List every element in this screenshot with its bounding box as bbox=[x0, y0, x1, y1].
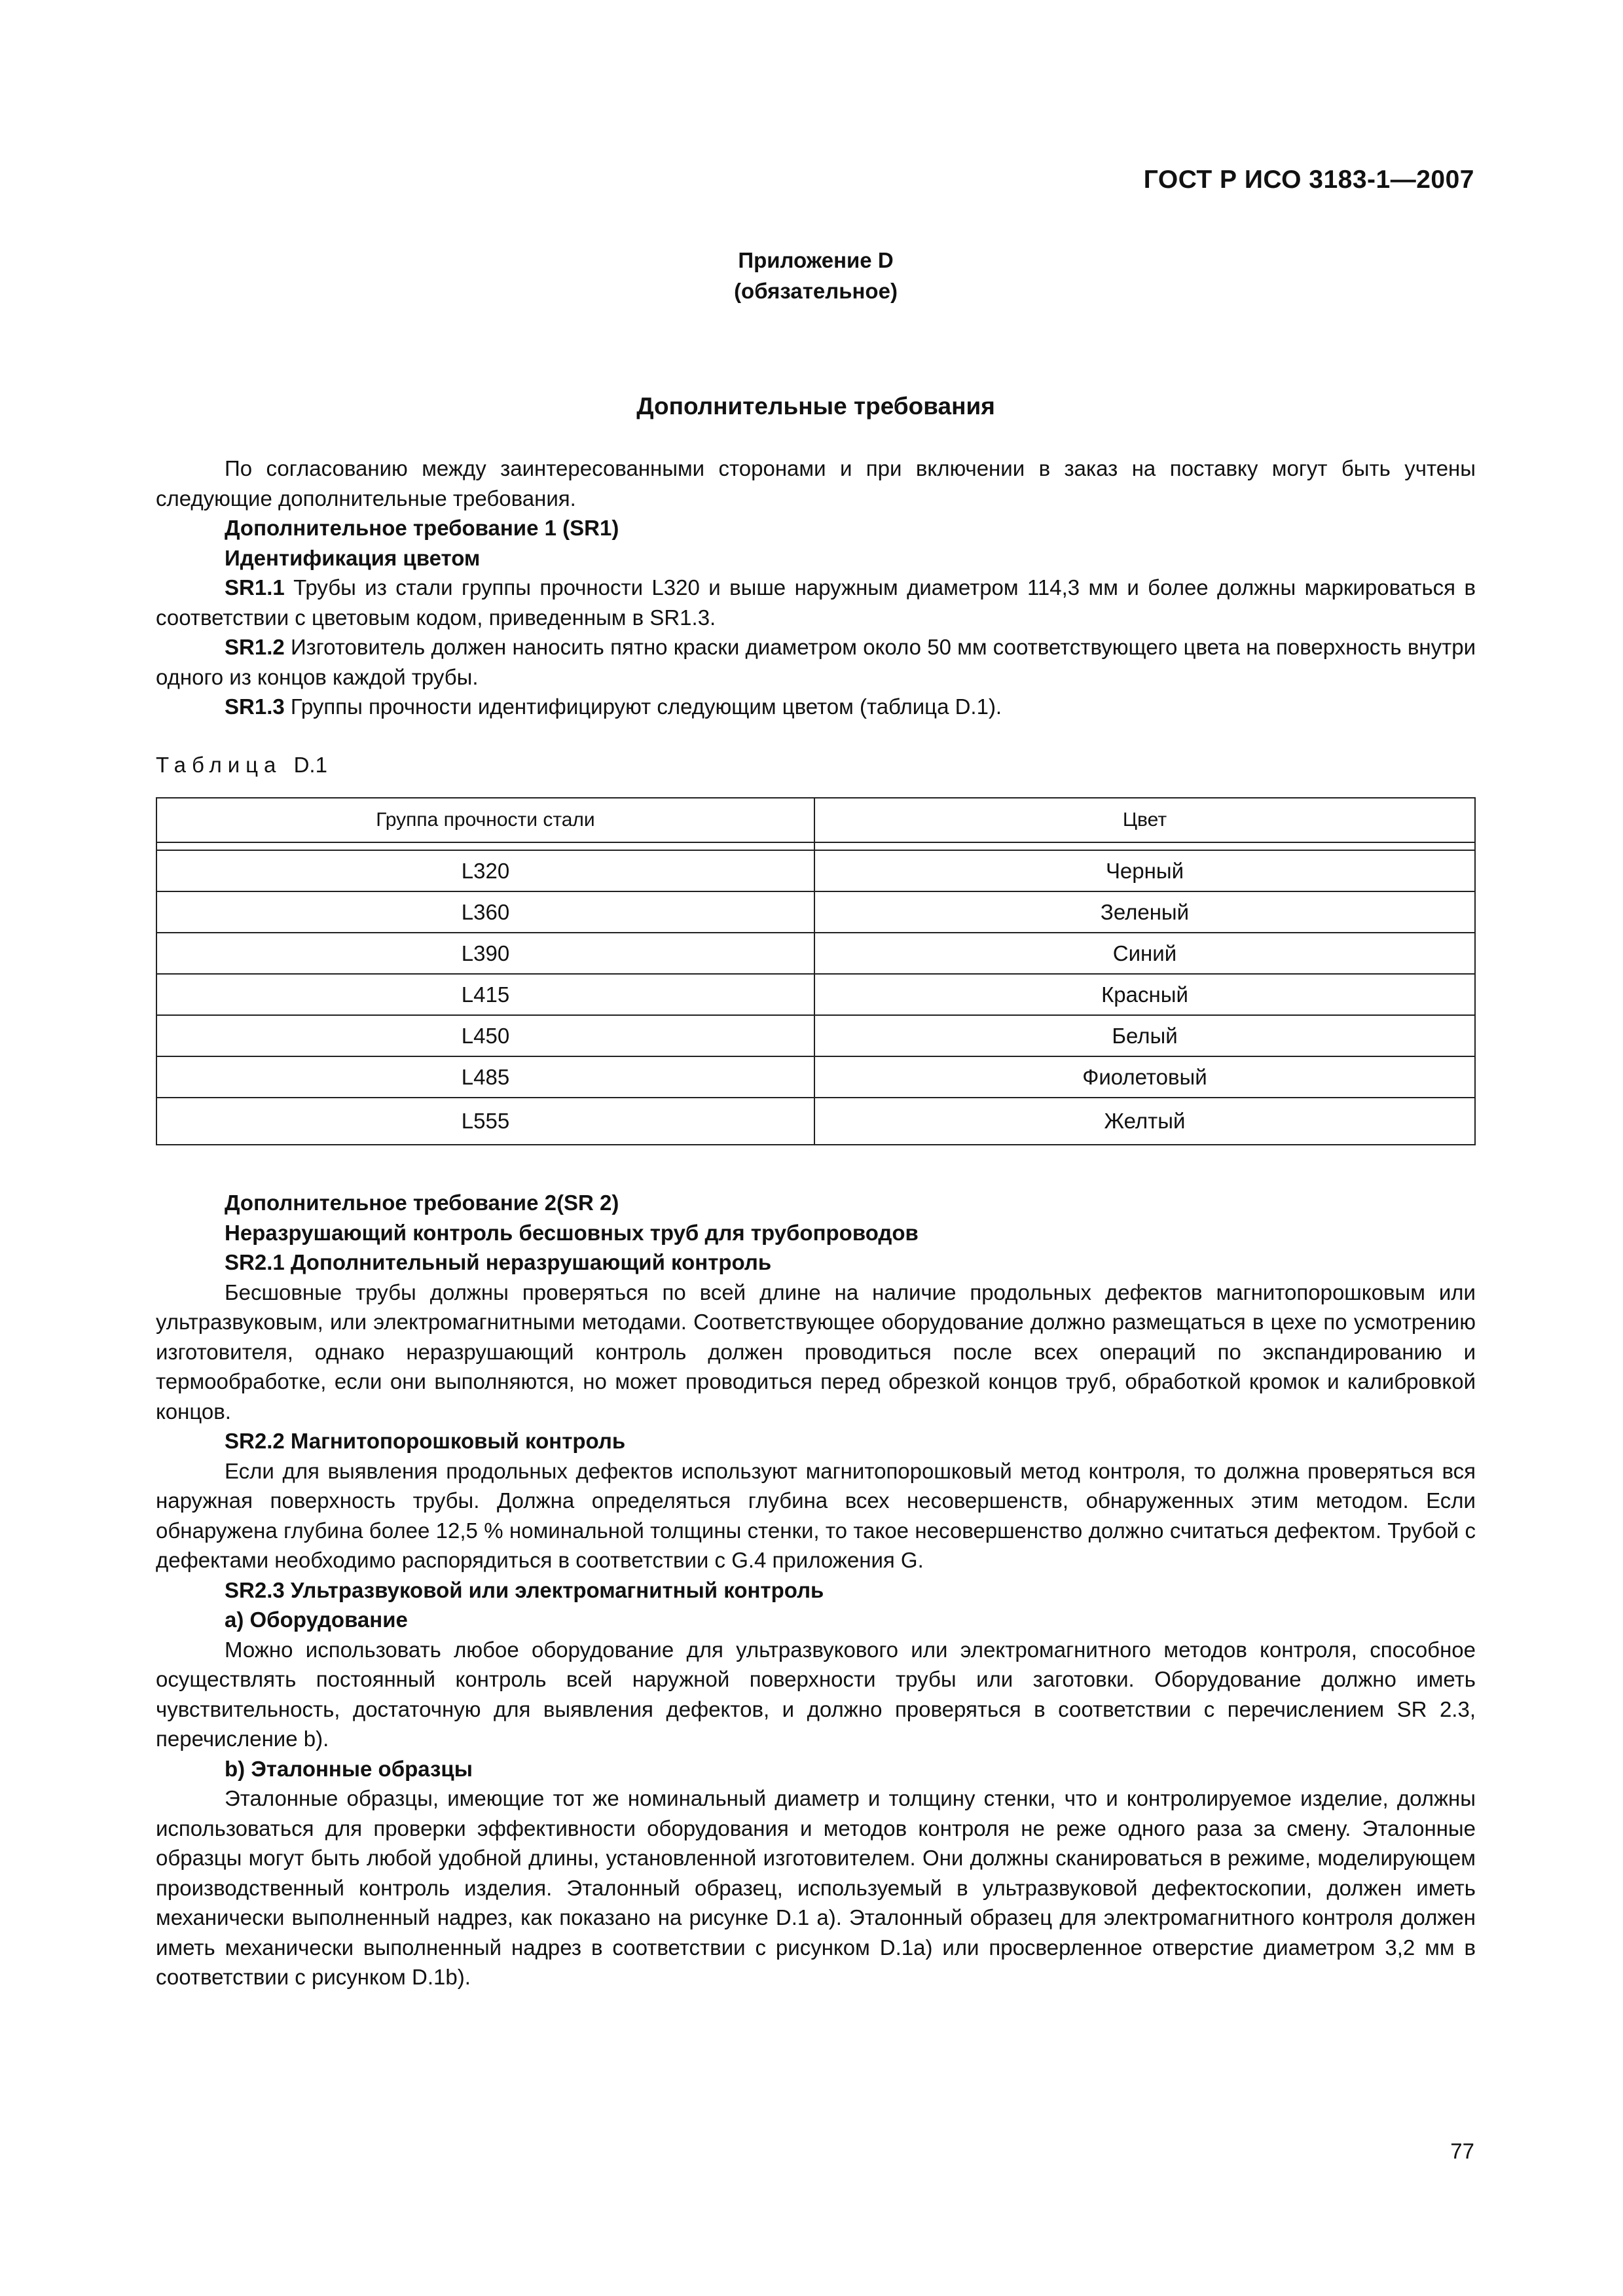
table-cell: Желтый bbox=[814, 1098, 1475, 1145]
document-page bbox=[156, 0, 1476, 2296]
sr2-1-paragraph: Бесшовные трубы должны проверяться по всей длине на наличие продольных дефектов магнитопорошковым или ультразвуковым, или электромагнитными методами. Соответствующее оборудование должно размещаться в цехе по усмотрению изготовителя, однако неразрушающий контроль должен проводиться после всех операций по экспандированию и термообработке, если они выполняются, но может проводиться перед обрезкой концов труб, обработкой кромок и калибровкой концов. bbox=[156, 1280, 1476, 1424]
sr2-subheading: Неразрушающий контроль бесшовных труб для трубопроводов bbox=[225, 1220, 919, 1245]
table-row bbox=[156, 933, 1475, 974]
table-header-row bbox=[156, 798, 1475, 842]
sr1-1-paragraph bbox=[156, 573, 1476, 632]
table-caption-word: Таблица bbox=[156, 753, 282, 777]
table-row bbox=[156, 891, 1475, 933]
sr2-heading: Дополнительное требование 2(SR 2) bbox=[225, 1191, 619, 1215]
table-cell: Синий bbox=[814, 933, 1475, 974]
sr1-2-label: SR1.2 bbox=[225, 635, 285, 659]
table-cell: L415 bbox=[156, 974, 814, 1015]
table-caption bbox=[156, 753, 327, 778]
table-row bbox=[156, 850, 1475, 891]
sr2-3-heading: SR2.3 Ультразвуковой или электромагнитный контроль bbox=[225, 1577, 824, 1602]
sr1-1-text: Трубы из стали группы прочности L320 и выше наружным диаметром 114,3 мм и более должны маркироваться в соответствии с цветовым кодом, приведенным в SR1.3. bbox=[156, 575, 1476, 630]
table-caption-number: D.1 bbox=[293, 753, 327, 777]
table-cell: L320 bbox=[156, 850, 814, 891]
sr2-2-heading: SR2.2 Магнитопорошковый контроль bbox=[225, 1429, 626, 1453]
table-row bbox=[156, 1098, 1475, 1145]
sr2-3-b-paragraph: Эталонные образцы, имеющие тот же номинальный диаметр и толщину стенки, что и контролируемое изделие, должны использоваться для проверки эффективности оборудования и методов контроля не реже одного раза за смену. Эталонные образцы могут быть любой удобной длины, установленной изготовителем. Они должны сканироваться в режиме, моделирующем производственный контроль изделия. Эталонный образец, используемый в ультразвуковой дефектоскопии, должен иметь механически выполненный надрез, как показано на рисунке D.1 a). Эталонный образец для электромагнитного контроля должен иметь механически выполненный надрез в соответствии с рисунком D.1a) или просверленное отверстие диаметром 3,2 мм в соответствии с рисунком D.1b). bbox=[156, 1786, 1476, 1989]
table-cell: Зеленый bbox=[814, 891, 1475, 933]
intro-paragraph: По согласованию между заинтересованными сторонами и при включении в заказ на поставку могут быть учтены следующие дополнительные требования. bbox=[156, 456, 1476, 511]
sr1-3-paragraph bbox=[156, 692, 1476, 722]
table-cell: Белый bbox=[814, 1015, 1475, 1056]
standard-code-header: ГОСТ Р ИСО 3183-1—2007 bbox=[1143, 166, 1474, 194]
sr2-3-a-paragraph: Можно использовать любое оборудование для ультразвукового или электромагнитного методов контроля, способное осуществлять постоянный контроль всей наружной поверхности трубы или заготовки. Оборудование должно иметь чувствительность, достаточную для выявления дефектов, и должно проверяться в соответствии с перечислением SR 2.3, перечисление b). bbox=[156, 1637, 1476, 1751]
table-cell: Черный bbox=[814, 850, 1475, 891]
table-cell: Красный bbox=[814, 974, 1475, 1015]
table-header-cell: Цвет bbox=[814, 798, 1475, 842]
table-cell: Фиолетовый bbox=[814, 1056, 1475, 1098]
sr2-1-heading: SR2.1 Дополнительный неразрушающий контроль bbox=[225, 1250, 772, 1274]
table-row bbox=[156, 1015, 1475, 1056]
sr1-subheading: Идентификация цветом bbox=[225, 545, 481, 570]
table-cell: L485 bbox=[156, 1056, 814, 1098]
sr1-3-text: Группы прочности идентифицируют следующим цветом (таблица D.1). bbox=[284, 694, 1002, 719]
sr1-3-label: SR1.3 bbox=[225, 694, 285, 719]
table-cell: L360 bbox=[156, 891, 814, 933]
color-code-table bbox=[156, 797, 1476, 1145]
sr1-2-paragraph bbox=[156, 632, 1476, 692]
sr2-2-paragraph: Если для выявления продольных дефектов используют магнитопорошковый метод контроля, то должна проверяться вся наружная поверхность трубы. Должна определяться глубина всех несовершенств, обнаруженных этим методом. Если обнаружена глубина более 12,5 % номинальной толщины стенки, то такое несовершенство должно считаться дефектом. Трубой с дефектами необходимо распорядиться в соответствии с G.4 приложения G. bbox=[156, 1458, 1476, 1572]
section-title: Дополнительные требования bbox=[636, 393, 995, 420]
sr1-heading: Дополнительное требование 1 (SR1) bbox=[225, 516, 619, 540]
table-cell: L390 bbox=[156, 933, 814, 974]
sr2-3-b-heading: b) Эталонные образцы bbox=[225, 1756, 473, 1781]
table-cell: L555 bbox=[156, 1098, 814, 1145]
sr2-3-a-heading: a) Оборудование bbox=[225, 1607, 408, 1632]
table-cell: L450 bbox=[156, 1015, 814, 1056]
table-header-cell: Группа прочности стали bbox=[156, 798, 814, 842]
appendix-title: Приложение D bbox=[738, 248, 894, 272]
sr1-2-text: Изготовитель должен наносить пятно краски диаметром около 50 мм соответствующего цвета на поверхность внутри одного из концов каждой трубы. bbox=[156, 635, 1476, 689]
table-header-separator bbox=[156, 842, 1475, 850]
table-row bbox=[156, 974, 1475, 1015]
page-number: 77 bbox=[1450, 2139, 1474, 2163]
sr2-block bbox=[156, 1188, 1476, 1992]
sr1-1-label: SR1.1 bbox=[225, 575, 285, 600]
sr1-block bbox=[156, 454, 1476, 722]
appendix-title-block bbox=[156, 245, 1476, 306]
appendix-status: (обязательное) bbox=[734, 279, 898, 303]
table-row bbox=[156, 1056, 1475, 1098]
